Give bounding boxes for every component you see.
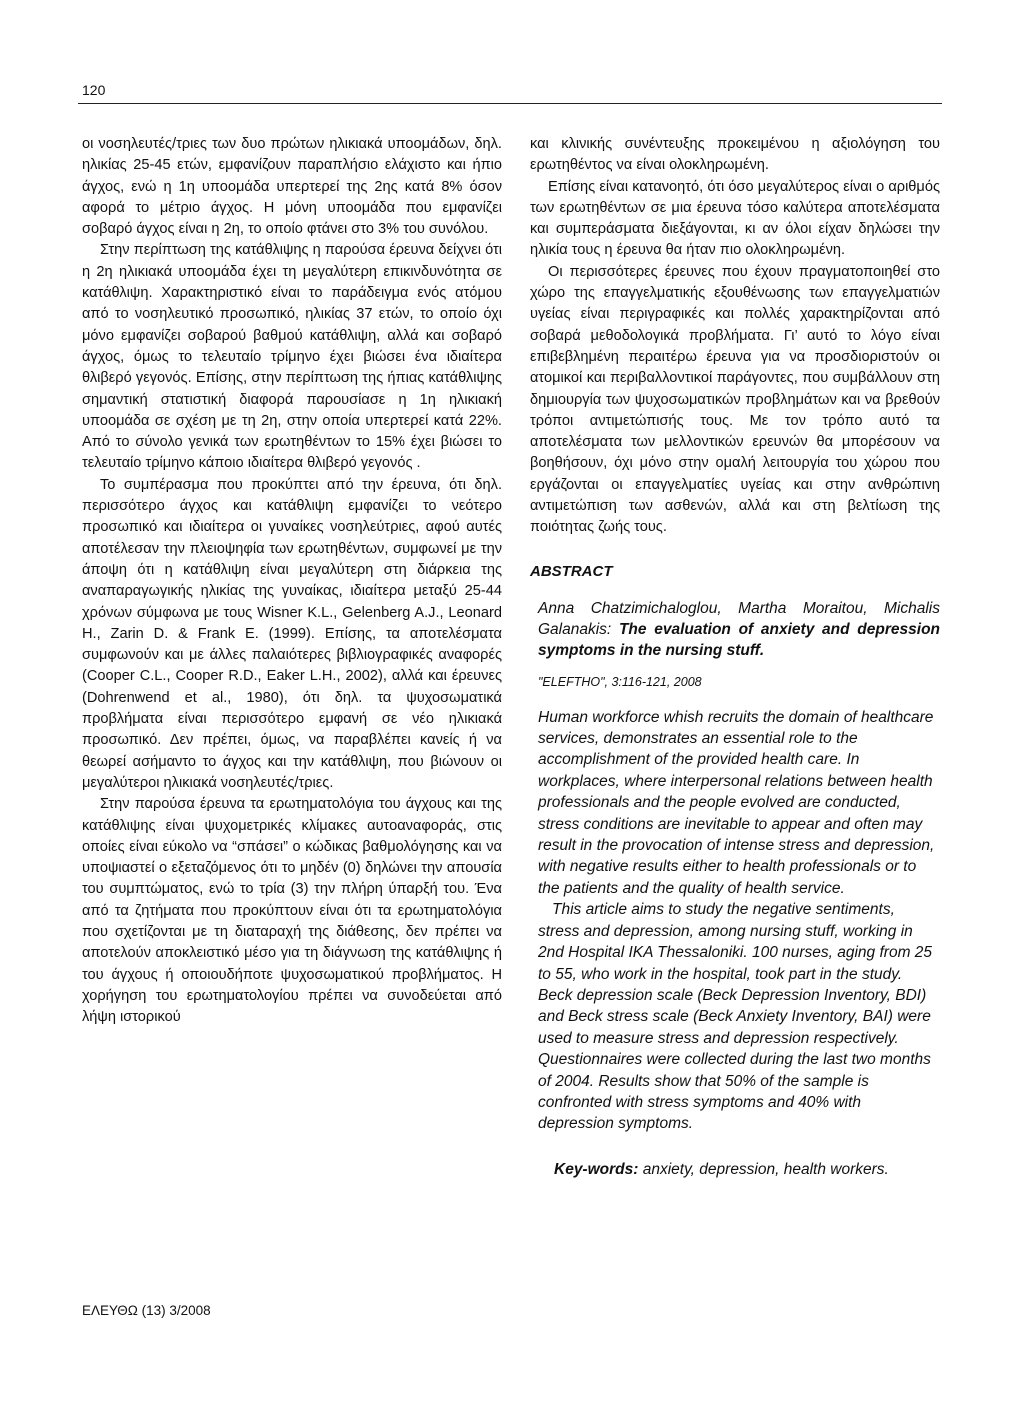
journal-footer: ΕΛΕΥΘΩ (13) 3/2008 [82,1303,211,1318]
keywords-list: anxiety, depression, health workers. [642,1160,889,1178]
abstract-paragraph-2: This article aims to study the negative sentiments, stress and depression, among nursing stuff, working in 2nd Hospital IKA Thessaloniki. 100 nurses, aging from 25 to 55, who work in the hospital, took part in the study. Beck depression scale (Beck Depression Inventory, BDI) and Beck stress scale (Beck Anxiety Inventory, BAI) were used to measure stress and depression respectively. Questionnaires were collected during the last two months of 2004. Results show that 50% of the sample is confronted with stress symptoms and 40% with depression symptoms. [538,901,933,1133]
left-paragraph-2: Στην περίπτωση της κατάθλιψης η παρούσα έρευνα δείχνει ότι η 2η ηλικιακά υποομάδα έχει τη μεγαλύτερη επικινδυνότητα σε κατάθλιψη. Χαρακτηριστικό είναι το παράδειγμα ενός ατόμου από το νοσηλευτικό προσωπικό, ηλικίας 37 ετών, το οποίο όχι μόνο εμφανίζει σοβαρού βαθμού κατάθλιψη, αλλά και σοβαρό άγχος, όμως το τελευταίο τρίμηνο έχει βιώσει ένα ιδιαίτερα θλιβερό γεγονός. Επίσης, στην περίπτωση της ήπιας κατάθλιψης σημαντική στατιστική διαφορά παρουσίασε η 1η ηλικιακή υποομάδα σε σχέση με τη 2η, στην οποία υπερτερεί κατά 22%. Από το σύνολο γενικά των ερωτηθέντων το 15% έχει βιώσει το τελευταίο τρίμηνο κάποιο ιδιαίτερα θλιβερό γεγονός . [82,242,502,472]
right-column [530,134,940,1180]
abstract-byline [530,598,940,661]
keywords-label: Key-words: [554,1160,639,1178]
left-paragraph-4: Στην παρούσα έρευνα τα ερωτηματολόγια του άγχους και της κατάθλιψης είναι ψυχομετρικές κλίμακες αυτοαναφοράς, στις οποίες είναι εύκολο να “σπάσει” ο κώδικας βαθμολόγησης και να υποψιαστεί ο εξεταζόμενος ότι το μηδέν (0) δηλώνει την απουσία του συμπτώματος, ενώ το τρία (3) την πλήρη ύπαρξή του. Ένα από τα ζητήματα που προκύπτουν είναι ότι τα ερωτηματολόγια που σχετίζονται με τη διαταραχή της διάθεσης, δεν πρέπει να αποτελούν αποκλειστικό μέσο για τη διάγνωση της κατάθλιψης ή του άγχους ή οποιουδήποτε ψυχοσωματικού προβλήματος. Η χορήγηση του ερωτηματολογίου πρέπει να συνοδεύεται από λήψη ιστορικού [82,796,502,1026]
right-paragraph-3: Οι περισσότερες έρευνες που έχουν πραγματοποιηθεί στο χώρο της επαγγελματικής εξουθένωσης των επαγγελματιών υγείας είναι περιγραφικές και πολλές χαρακτηρίζονται από σοβαρά μεθοδολογικά προβλήματα. Γι’ αυτό το λόγο είναι επιβεβλημένη περαιτέρω έρευνα για να προσδιοριστούν οι ατομικοί και περιβαλλοντικοί παράγοντες, που συμβάλλουν στη δημιουργία των ψυχοσωματικών προβλημάτων και να βρεθούν τρόποι αντιμετώπισής τους. Με τον τρόπο αυτό τα αποτελέσματα των μελλοντικών ερευνών θα μπορέσουν να βοηθήσουν, όχι μόνο στην ομαλή λειτουργία του χώρου που εργάζονται οι επαγγελματίες υγείας και στην ανθρώπινη αντιμετώπιση των ασθενών, αλλά και στη βελτίωση της ποιότητας ζωής τους. [530,263,940,536]
left-paragraph-3: Το συμπέρασμα που προκύπτει από την έρευνα, ότι δηλ. περισσότερο άγχος και κατάθλιψη εμφανίζει το νεότερο προσωπικό και ιδιαίτερα οι γυναίκες νοσηλεύτριες, αφού αυτές αποτέλεσαν την πλειοψηφία των ερωτηθέντων, συμφωνεί με την άποψη ότι η κατάθλιψη είναι μεγαλύτερη στη διάρκεια της αναπαραγωγικής ηλικίας της γυναίκας, ιδιαίτερα μεταξύ 25-44 χρόνων σύμφωνα με τους Wisner K.L., Gelenberg A.J., Leonard H., Zarin D. & Frank E. (1999). Επίσης, τα αποτελέσματα συμφωνούν και με άλλες παλαιότερες βιβλιογραφικές αναφορές (Cooper C.L., Cooper R.D., Eaker L.H., 2002), αλλά και έρευνες (Dohrenwend et al., 1980), ότι δηλ. τα ψυχοσωματικά προβλήματα είναι περισσότερο εμφανή σε νέο ηλικιακά προσωπικό. Δεν πρέπει, όμως, να παραβλέπει κανείς ή να θεωρεί ασήμαντο το άγχος και την κατάθλιψη, που βιώνουν οι μεγαλύτεροι ηλικιακά νοσηλευτές/τριες. [82,476,502,791]
abstract-heading: ABSTRACT [530,562,613,580]
abstract-authors: Anna Chatzimichaloglou, Martha Moraitou, Michalis Galanakis: [538,599,940,638]
left-column [82,134,502,1028]
keywords [530,1160,940,1180]
abstract-body [530,707,940,1135]
left-paragraph-1: οι νοσηλευτές/τριες των δυο πρώτων ηλικιακά υποομάδων, δηλ. ηλικίας 25-45 ετών, εμφανίζουν παραπλήσιο ελάχιστο και ήπιο άγχος, ενώ η 1η υποομάδα υπερτερεί της 2ης κατά 8% όσον αφορά το μέτριο άγχος. Η μόνη υποομάδα που εμφανίζει σοβαρό άγχος είναι η 2η, το οποίο φτάνει στο 3% του συνόλου. [82,136,502,238]
page-number: 120 [82,82,106,98]
abstract-paragraph-1: Human workforce whish recruits the domain of healthcare services, demonstrates an essential role to the accomplishment of the provided health care. In workplaces, where interpersonal relations between health professionals and the people evolved are conducted, stress conditions are inevitable to appear and often may result in the provocation of intense stress and depression, with negative results either to health professionals or to the patients and the quality of health service. [538,708,935,897]
abstract-title: The evaluation of anxiety and depression symptoms in the nursing stuff. [538,620,941,659]
header-rule [78,103,942,104]
abstract-citation: "ELEFTHO", 3:116-121, 2008 [538,674,702,689]
right-paragraph-2: Επίσης είναι κατανοητό, ότι όσο μεγαλύτερος είναι ο αριθμός των ερωτηθέντων σε μια έρευνα τόσο καλύτερα αποτελέσματα και συμπεράσματα διεξάγονται, κι αν όλοι είχαν δηλώσει την ηλικία τους η έρευνα θα ήταν πιο ολοκληρωμένη. [530,178,940,259]
right-paragraph-1: και κλινικής συνέντευξης προκειμένου η αξιολόγηση του ερωτηθέντος να είναι ολοκληρωμένη. [530,136,940,174]
